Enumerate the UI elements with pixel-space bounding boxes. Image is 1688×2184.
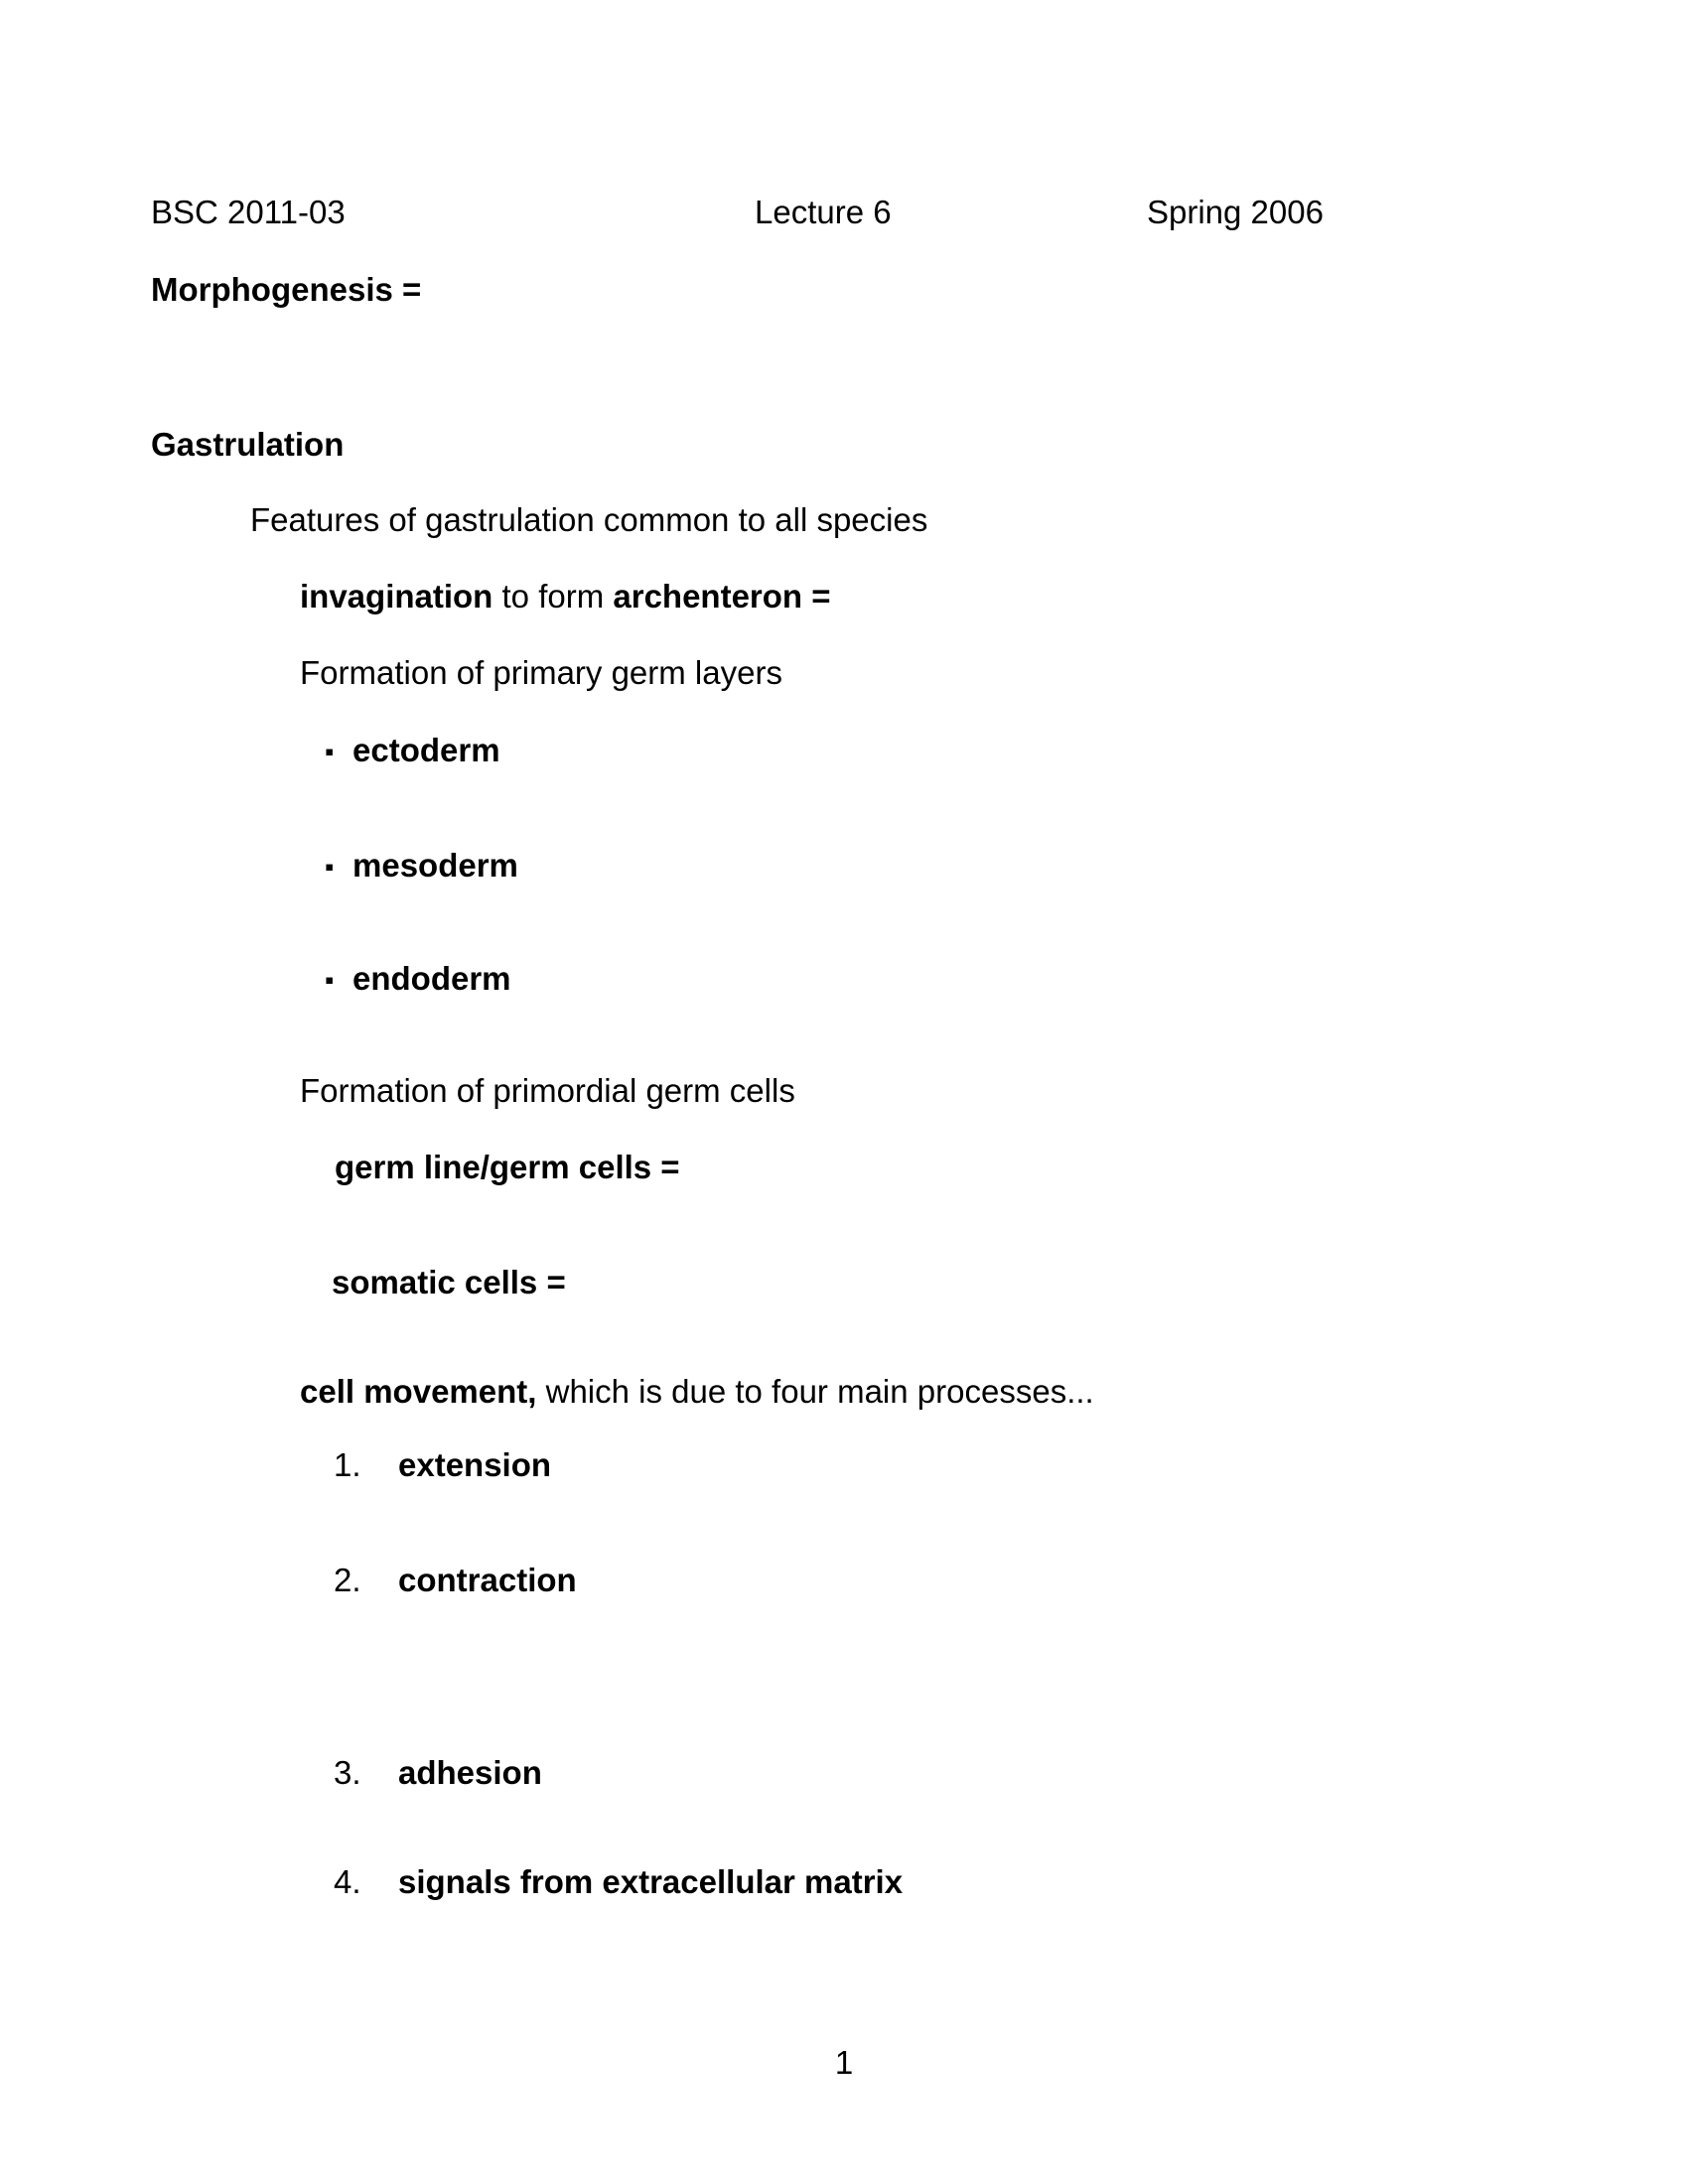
- germ-line-definition: germ line/germ cells =: [335, 1149, 680, 1185]
- cell-movement-term: cell movement,: [300, 1373, 537, 1410]
- bullet-item-label: ectoderm: [352, 732, 500, 768]
- cell-movement-line: [300, 1373, 1094, 1411]
- bullet-item-label: mesoderm: [352, 847, 518, 884]
- archenteron-term: archenteron =: [613, 578, 831, 614]
- germ-layers-line: Formation of primary germ layers: [300, 654, 782, 691]
- features-line: Features of gastrulation common to all species: [250, 501, 928, 538]
- square-bullet-icon: ▪: [325, 965, 335, 995]
- square-bullet-icon: ▪: [325, 852, 335, 882]
- square-bullet-icon: ▪: [325, 737, 335, 766]
- process-item-contraction: [334, 1562, 577, 1599]
- invagination-term: invagination: [300, 578, 493, 614]
- gastrulation-heading: Gastrulation: [151, 426, 345, 463]
- invagination-line: [300, 578, 831, 615]
- header-course: BSC 2011-03: [151, 194, 346, 230]
- header-term: Spring 2006: [1147, 194, 1324, 230]
- header-lecture: Lecture 6: [755, 194, 892, 230]
- process-label: extension: [398, 1446, 552, 1483]
- list-item-ectoderm: [325, 732, 500, 770]
- process-label: adhesion: [398, 1754, 542, 1791]
- process-number: 1.: [334, 1446, 361, 1483]
- page-number: 1: [834, 2044, 854, 2081]
- process-item-extension: [334, 1446, 551, 1484]
- process-number: 3.: [334, 1754, 361, 1791]
- primordial-line: Formation of primordial germ cells: [300, 1072, 795, 1109]
- process-label: signals from extracellular matrix: [398, 1863, 904, 1900]
- list-item-endoderm: [325, 960, 511, 999]
- cell-movement-rest: which is due to four main processes...: [536, 1373, 1094, 1410]
- process-item-signals: [334, 1863, 903, 1901]
- somatic-cells-definition: somatic cells =: [332, 1264, 566, 1300]
- process-number: 4.: [334, 1863, 361, 1900]
- invagination-connector: to form: [492, 578, 614, 614]
- process-item-adhesion: [334, 1754, 542, 1792]
- morphogenesis-heading: Morphogenesis =: [151, 271, 422, 308]
- list-item-mesoderm: [325, 847, 518, 886]
- process-label: contraction: [398, 1562, 577, 1598]
- bullet-item-label: endoderm: [352, 960, 511, 997]
- process-number: 2.: [334, 1562, 361, 1598]
